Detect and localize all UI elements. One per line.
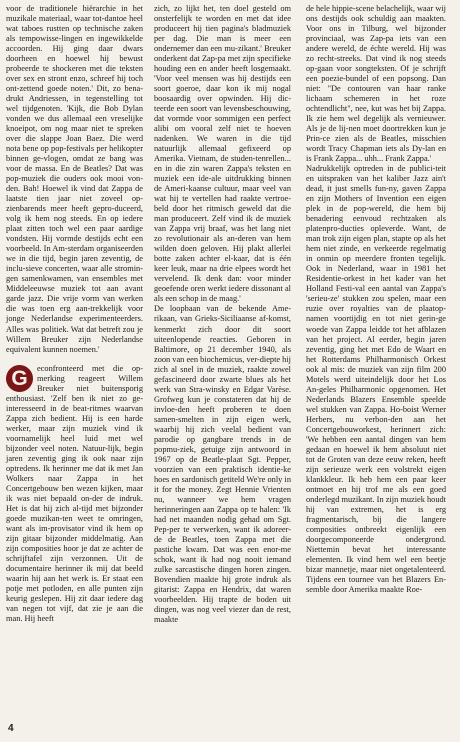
paragraph: zich, zo lijkt het, ten doel gesteld om onsterfelijk te worden en met dat idee produceert hij tien pagina's bladmuziek per dag. Die man is meer een ondernemer dan een mu-zikant.' Breuker onderkent dat Zap-pa met zijn specifieke houding een en ander heeft losgemaakt. 'Voor veel mensen was hij destijds een soort goeroe, daar kon ik mij nogal boosaardig over opwinden. Hij dic-teerde een soort van levensbeschouwing, dat vormde voor sommigen een perfect alibi om vooral zelf niet te hoeven nadenken. We waren in die tijd natuurlijk allemaal gefixeerd op Amerika. Vietnam, de studen-tenrellen... en in die zin waren Zappa's teksten en muziek een ide-ale uitdrukking binnen de Ameri-kaanse cultuur, maar veel van wat hij te vertellen had raakte vertroe-beld door het ritmisch geweld dat die man produceert. Zelf vind ik de muziek van Zappa vrij braaf, was het lang niet zo revolutionair als an-deren van hem wilden doen geloven. Hij plakt allerlei botte zaken achter el-kaar, dat is één keer leuk, maar na drie elpees wordt het vervelend. Ik denk dan: voor minder geoefende oren werkt iedere dissonant al als een schop in de maag.'	[154, 4, 291, 304]
paragraph: econfronteerd met die op-merking reageert Willem Breuker niet buitensporig enthousiast. 'Zelf ben ik niet zo ge-interesseerd in de beat-ritmes waarvan Zappa zich bedient. Hij is een harde werker, maar zijn muziek vind ik voornamelijk heel luid met wel bijzonder veel noten. Natuur-lijk, begin jaren zeventig ging ik ook naar zijn optredens. Ik herinner me dat ik met Jan Wolkers naar Zappa in het Concertgebouw ben wezen kijken, maar ik was niet bepaald on-der de indruk. Het is dat hij zich al-tijd met bijzonder goede muzikan-ten weet te omringen, want als im-provisator vind ik hem op zijn gitaar bijzonder middelmatig. Aan zijn composities hoor je dat ze achter de schrijftafel zijn verzonnen. Uit de documentaire herinner ik mij dat beeld waarin hij aan het werk is. Er staat een potje met potloden, en alle punten zijn keurig geslepen. Hij zit daar iedere dag van negen tot vijf, dat zie je aan die man. Hij heeft	[6, 363, 143, 623]
dropcap-paragraph	[6, 364, 143, 624]
paragraph: De loopbaan van de bekende Ame-rikaan, van Grieks-Siciliaanse af-komst, kenmerkt zich door dit soort uiteenlopende reacties. Geboren in Baltimore, op 21 december 1940, als zoon van een biochemicus, ver-diepte hij zich al snel in de muziek, raakte zowel gefascineerd door zwarte blues als het werk van Stra-winsky en Edgar Varèse. Grofweg kun je constateren dat hij de invloe-den heeft proberen te doen samen-smelten in zijn eigen werk, waarbij hij zich veelal bedient van parodie op gangbare trends in de popmu-ziek, getuige zijn antwoord in 1967 op de Beatle-plaat Sgt. Pepper, voorzien van een praktisch identie-ke hoes en sardonisch getiteld We're only in it for the money. Zegt Hennie Vrienten nu, wanneer we hem vragen herinneringen aan Zappa op te halen: 'Ik had net maanden nodig gehad om Sgt. Pep-per te verwerken, want ik adoreer-de de Beatles, toen Zappa met die pastiche kwam. Dat was een enor-me schok, want ik had nog nooit iemand zulke sarcastische dingen horen zingen. Bovendien maakte hij grote indruk als gitarist: Zappa en Hendrix, dat waren voorbeelden. Hij trapte de boden uit dingen, was nog veel viezer dan de rest, maakte	[154, 304, 291, 624]
paragraph: de hele hippie-scene belachelijk, waar wij ons destijds ook schuldig aan maakten. Voor ons in Tilburg, wel bijzonder provinciaal, was Zap-pa iets van een andere wereld, de échte wereld. Hij was zo recht-streeks. Dat vind ik nog steeds op-gaan voor songteksten. Of je schrijft een poezie-bundel of een popsong. Dan niet: "De contouren van haar ranke lichaam schemeren in het roze ochtendlicht", nee, kut was het bij Zappa. Ik zie hem wel degelijk als vernieuwer. Als je de lij-nen moet doortrekken kun je Prin-ce zien als de Beatles, misschien wordt Tracy Chapman iets als Dy-lan en is Frank Zappa... uhh... Frank Zappa.'	[306, 4, 446, 164]
dropcap-initial: G	[6, 365, 33, 392]
text-column-2	[154, 4, 291, 625]
page-number: 4	[8, 723, 14, 734]
paragraph-gap	[6, 355, 143, 364]
text-column-1	[6, 4, 143, 624]
paragraph: voor de traditionele hiërarchie in het muzikale materiaal, waar tot-dantoe heel wat taboes rustten op technische zaken als tempowisse-lingen en ingewikkelde accoorden. Hij ging daar dwars doorheen en hoewel hij bewust probeerde te shockeren met die teksten over sex en stront enzo, schreef hij toch ont-zettend goede noten.' Dit, zo bena-drukt Andriessen, in tegenstelling tot wel tijdgenoten. 'Kijk, die Bob Dylan vonden we dus allemaal een vreselijke knoeipot, om nog maar niet te spreken over die slappe Joan Baez. Die werd nota bene op pop-festivals per helikopter binnen ge-vlogen, omdat ze bang was voor de massa. En de Beatles? Dat was pop-muziek die ouders ook mooi von-den. Bah! Hoewel ik vind dat Zappa de laatste tien jaar niet zoveel op-zienbarends meer heeft gepro-duceerd, volg ik hem nog steeds. En op iedere plaat zitten toch wel een paar aardige vondsten. Hij vormde destijds echt een voorbeeld. In Am-sterdam organiseerden we in die tijd, begin jaren zeventig, de inclu-sieve concerten, waar alle stromin-gen samenkwamen, van ensembles met Middeleeuwse muziek tot aan avant garde jazz. Die vrije vorm van werken die was toen erg aan-trekkelijk voor jonge Nederlandse experimenteerders. Alles was politiek. Wat dat betreft zou je Willem Breuker zijn Nederlandse equivalent kunnen noemen.'	[6, 4, 143, 354]
paragraph: Nadrukkelijk optreden in de publici-teit en uitspraken van het kaliber Jazz ain't dead, it just smells fun-ny, gaven Zappa en zijn Mothers of Invention een eigen plek in de pop-wereld, die hem bij benadering eenvoud rechtzaken als platenpro-ducties opleverde. Want, de man trok zijn eigen plan, stapte op als het hem niet zinde, en verkeerde regelmatig in onmin op meerdere fronten tegelijk. Ook in Nederland, waar in 1981 het Residentie-orkest in het kader van het Holland Festi-val een aantal van Zappa's 'serieu-ze' stukken zou spelen, maar een ruzie over royalties van de plaatop-namen voortijdig en tot niet gerin-ge woede van Zappa leidde tot het afblazen van het project. Al eerder, begin jaren zeventig, ging het met Edo de Waart en het Rotterdams Philharmonisch Orkest ook al mis: de muziek van zijn film 200 Motels werd uiteindelijk door het Los An-geles Philharmonic opgenomen. Het Nederlands Blazers Ensemble speelde wel stukken van Zappa. Ho-boist Werner Herbers, nu verbon-den aan het Concertgebouworkest, herinnert zich: 'We hebben een aantal dingen van hem gedaan en hoewel ik hem absoluut niet tot de Groten van deze eeuw reken, heeft zijn serieuze werk een volstrekt eigen klankkleur. Ik heb hem een paar keer ontmoet en hij trof me als een goed onderlegd muzikant. In zijn muziek houdt hij van extremen, het is erg fragmentarisch, bij die langere composities ontbreekt eigenlijk een doorgecomponeerde ondergrond. Niettemin bevat het interessante elementen. Ik vind hem wel een beetje bizar mannetje, maar niet ongetalenteerd. Tijdens een tournee van het Blazers En-semble door Amerika maakte Roe-	[306, 164, 446, 594]
text-column-3	[306, 4, 446, 595]
